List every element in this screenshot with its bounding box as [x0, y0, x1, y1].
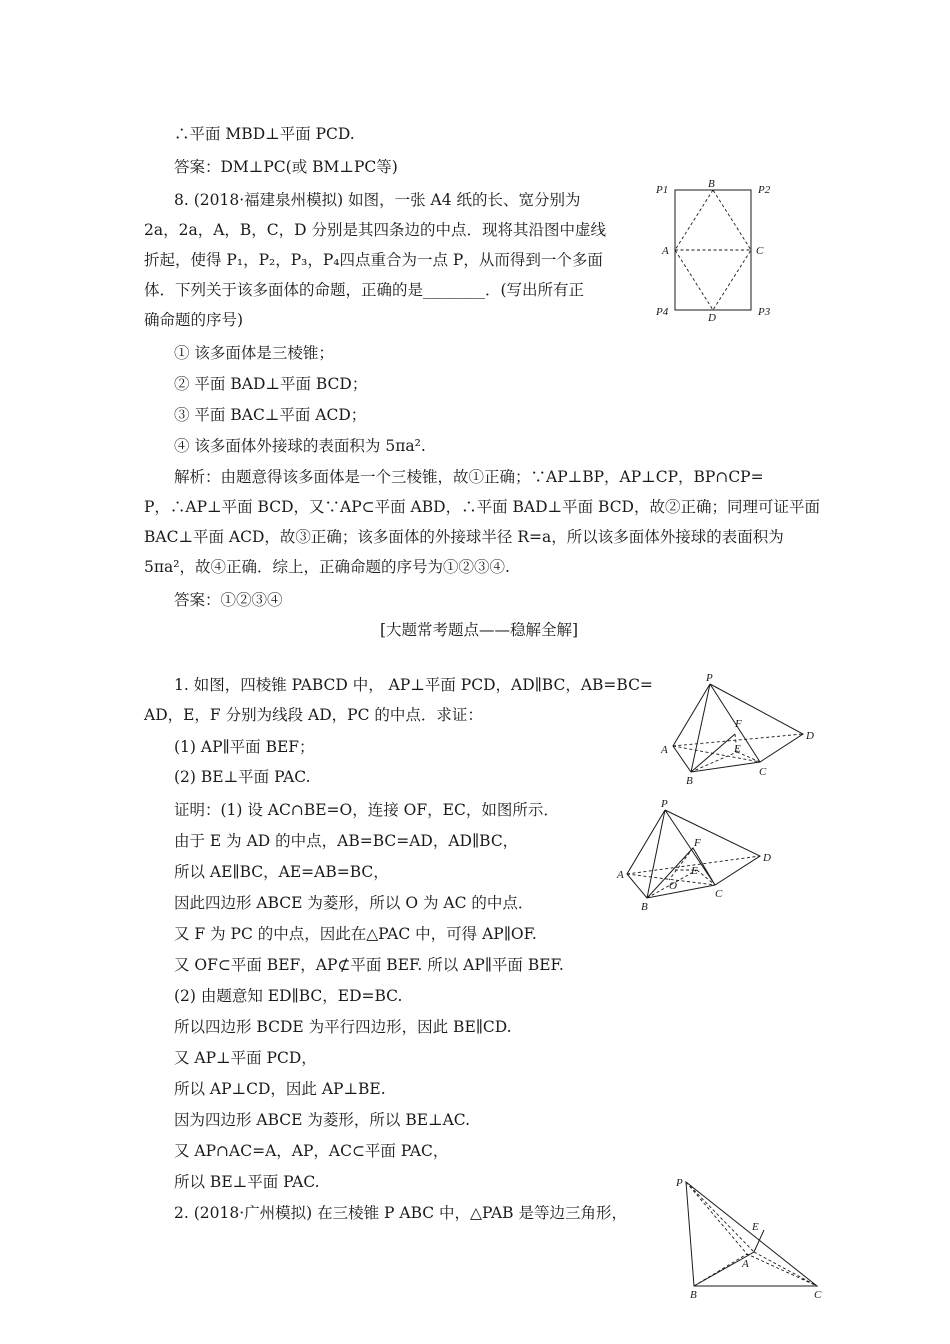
label-f: F: [735, 718, 742, 730]
label-b: B: [641, 901, 648, 913]
label-a: A: [662, 245, 669, 257]
label-p: P: [676, 1177, 683, 1189]
text-line: (2) BE⊥平面 PAC.: [174, 768, 311, 786]
label-b: B: [686, 775, 693, 787]
text-line: ② 平面 BAD⊥平面 BCD；: [174, 375, 368, 393]
a4-fold-figure: [650, 178, 785, 323]
text-line: 折起，使得 P₁，P₂，P₃，P₄四点重合为一点 P，从而得到一个多面: [144, 251, 603, 269]
label-p: P: [661, 798, 668, 810]
text-line: 证明：(1) 设 AC∩BE=O，连接 OF，EC，如图所示．: [174, 801, 559, 819]
text-line: 2a，2a，A，B，C，D 分别是其四条边的中点．现将其沿图中虚线: [144, 221, 607, 239]
text-line: 2. (2018·广州模拟) 在三棱锥 P ABC 中，△PAB 是等边三角形，: [174, 1204, 627, 1222]
text-line: 体．下列关于该多面体的命题，正确的是________．(写出所有正: [144, 281, 585, 299]
text-line: 所以 AP⊥CD，因此 AP⊥BE.: [174, 1080, 386, 1098]
text-line: (2) 由题意知 ED∥BC，ED=BC.: [174, 987, 403, 1005]
text-line: 因为四边形 ABCE 为菱形，所以 BE⊥AC.: [174, 1111, 471, 1129]
text-line: 所以四边形 BCDE 为平行四边形，因此 BE∥CD.: [174, 1018, 512, 1036]
label-p: P: [706, 672, 713, 684]
text-line: 答案：DM⊥PC(或 BM⊥PC等): [174, 158, 398, 176]
text-line: 答案：①②③④: [174, 591, 283, 609]
label-o: O: [669, 880, 677, 892]
pyramid-figure-1: [655, 672, 820, 787]
text-line: 确命题的序号): [144, 311, 244, 329]
text-line: 8. (2018·福建泉州模拟) 如图，一张 A4 纸的长、宽分别为: [174, 191, 581, 209]
label-d: D: [708, 312, 716, 324]
text-line: 又 OF⊂平面 BEF，AP⊄平面 BEF. 所以 AP∥平面 BEF.: [174, 956, 564, 974]
label-f: F: [694, 837, 701, 849]
label-d: D: [806, 730, 814, 742]
label-a: A: [661, 744, 668, 756]
label-c: C: [756, 245, 764, 257]
text-line: ① 该多面体是三棱锥；: [174, 344, 334, 362]
text-line: (1) AP∥平面 BEF；: [174, 738, 315, 756]
text-line: P，∴AP⊥平面 BCD，又∵AP⊂平面 ABD，∴平面 BAD⊥平面 BCD，故②正确；同理可证平面: [144, 498, 820, 516]
label-c: C: [759, 766, 767, 778]
label-p4: P4: [656, 306, 669, 318]
pyramid-figure-2: [615, 798, 785, 913]
label-c: C: [814, 1289, 822, 1301]
text-line: ④ 该多面体外接球的表面积为 5πa².: [174, 437, 426, 455]
text-line: AD，E，F 分别为线段 AD，PC 的中点．求证：: [144, 706, 483, 724]
label-b: B: [708, 178, 715, 190]
label-p1: P1: [656, 184, 669, 196]
label-d: D: [763, 852, 771, 864]
label-a: A: [617, 869, 624, 881]
label-e: E: [734, 743, 741, 755]
label-c: C: [715, 888, 723, 900]
label-e: E: [752, 1221, 759, 1233]
label-p3: P3: [758, 306, 771, 318]
text-line: ③ 平面 BAC⊥平面 ACD；: [174, 406, 367, 424]
text-line: 又 F 为 PC 的中点，因此在△PAC 中，可得 AP∥OF.: [174, 925, 537, 943]
text-line: 又 AP⊥平面 PCD，: [174, 1049, 317, 1067]
text-line: 所以 BE⊥平面 PAC.: [174, 1173, 320, 1191]
label-b: B: [690, 1289, 697, 1301]
text-line: BAC⊥平面 ACD，故③正确；该多面体的外接球半径 R=a，所以该多面体外接球的表面积为: [144, 528, 784, 546]
text-line: ∴平面 MBD⊥平面 PCD.: [174, 125, 355, 143]
text-line: 5πa²，故④正确．综上，正确命题的序号为①②③④.: [144, 558, 510, 576]
text-line: 又 AP∩AC=A，AP，AC⊂平面 PAC，: [174, 1142, 449, 1160]
label-e: E: [691, 865, 698, 877]
label-p2: P2: [758, 184, 771, 196]
text-line: 1. 如图，四棱锥 PABCD 中， AP⊥平面 PCD，AD∥BC，AB=BC=: [174, 676, 653, 694]
label-a: A: [742, 1258, 749, 1270]
text-line: 解析：由题意得该多面体是一个三棱锥，故①正确；∵AP⊥BP，AP⊥CP，BP∩CP=: [174, 468, 764, 486]
section-heading: [大题常考题点——稳解全解]: [380, 621, 579, 639]
text-line: 所以 AE∥BC，AE=AB=BC，: [174, 863, 389, 881]
text-line: 由于 E 为 AD 的中点，AB=BC=AD，AD∥BC，: [174, 832, 519, 850]
tetrahedron-figure: [672, 1172, 837, 1302]
text-line: 因此四边形 ABCE 为菱形，所以 O 为 AC 的中点．: [174, 894, 534, 912]
